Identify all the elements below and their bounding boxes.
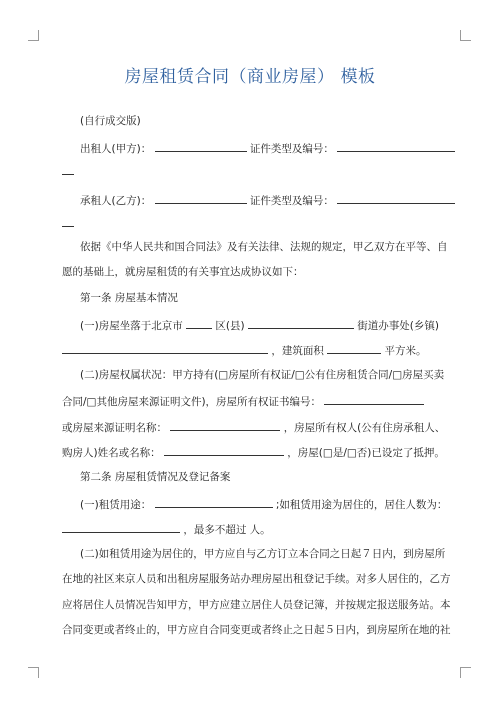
location-prefix: (一)房屋坐落于北京市 <box>80 320 183 332</box>
lessor-label: 出租人(甲方)： <box>80 143 152 155</box>
crop-mark-top-left <box>28 30 39 41</box>
usage-blank[interactable] <box>155 497 273 508</box>
lessee-id-blank-continued[interactable] <box>62 216 74 231</box>
ownership-cert-label: 合同/□其他房屋来源证明文件)，房屋所有权证书编号： <box>62 396 322 408</box>
registration-line-2: 在地的社区来京人员和出租房屋服务站办理房屋出租登记手续。对多人居住的，乙方 <box>62 573 451 585</box>
lessee-id-label: 证件类型及编号： <box>249 195 334 207</box>
lessor-id-blank-continued[interactable] <box>62 164 74 179</box>
crop-mark-top-right <box>460 30 471 41</box>
registration-line-1: (二)如租赁用途为居住的，甲方应自与乙方订立本合同之日起７日内，到房屋所 <box>80 548 446 560</box>
article-1-area-line <box>62 343 427 358</box>
registration-line-3: 应将居住人员情况告知甲方，甲方应建立居住人员登记簿，并按规定报送服务站。本 <box>62 599 451 611</box>
document-title: 房屋租赁合同（商业房屋） 模板 <box>124 67 376 87</box>
lessee-name-blank[interactable] <box>155 193 247 204</box>
district-blank[interactable] <box>186 318 212 329</box>
ownership-cert-blank[interactable] <box>324 394 424 405</box>
article-1-location-line <box>80 318 439 333</box>
owner-name-blank[interactable] <box>164 445 284 456</box>
area-unit: 平方米。 <box>384 345 427 357</box>
lessee-line <box>80 193 455 208</box>
owner-label: ，房屋所有权人(公有住房承租人、 <box>283 422 446 434</box>
article-2-title: 第二条 房屋租赁情况及登记备案 <box>80 471 231 483</box>
article-1-title: 第一条 房屋基本情况 <box>80 292 178 304</box>
ownership-line-2 <box>62 394 424 409</box>
owner-name-label: 购房人)姓名或名称： <box>62 447 161 459</box>
lessee-label: 承租人(乙方)： <box>80 195 152 207</box>
occupants-max-label: ，最多不超过 人。 <box>183 524 271 536</box>
mortgage-label: ，房屋(□是/□否)已设定了抵押。 <box>287 447 445 459</box>
area-blank[interactable] <box>327 343 381 354</box>
lessor-name-blank[interactable] <box>155 141 247 152</box>
source-doc-label: 或房屋来源证明名称： <box>62 422 167 434</box>
lessee-id-blank-tail[interactable] <box>62 216 74 227</box>
basis-line-2: 愿的基础上，就房屋租赁的有关事宜达成协议如下： <box>62 266 304 278</box>
lessee-id-blank[interactable] <box>337 193 455 204</box>
occupants-label: ;如租赁用途为居住的，居住人数为： <box>275 499 448 511</box>
ownership-line-4 <box>62 445 445 460</box>
address-detail-blank[interactable] <box>62 343 268 354</box>
usage-label: (一)租赁用途： <box>80 499 152 511</box>
street-label: 街道办事处(乡镇) <box>357 320 439 332</box>
ownership-line-1: (二)房屋权属状况：甲方持有(□房屋所有权证/□公有住房租赁合同/□房屋买卖 <box>80 369 445 381</box>
area-label: ，建筑面积 <box>271 345 324 357</box>
basis-line-1: 依据《中华人民共和国合同法》及有关法律、法规的规定，甲乙双方在平等、自 <box>80 241 448 253</box>
lessor-line <box>80 141 455 156</box>
occupants-blank[interactable] <box>62 522 180 533</box>
version-note: (自行成交版) <box>80 115 141 127</box>
occupants-line <box>62 522 271 537</box>
district-label: 区(县) <box>215 320 245 332</box>
lessor-id-blank-tail[interactable] <box>62 164 74 175</box>
lessor-id-blank[interactable] <box>337 141 455 152</box>
crop-mark-bottom-right <box>460 667 471 678</box>
usage-line <box>80 497 447 512</box>
source-doc-blank[interactable] <box>170 420 280 431</box>
crop-mark-bottom-left <box>28 667 39 678</box>
street-blank[interactable] <box>248 318 354 329</box>
ownership-line-3 <box>62 420 445 435</box>
registration-line-4: 合同变更或者终止的，甲方应自合同变更或者终止之日起５日内，到房屋所在地的社 <box>62 624 451 636</box>
lessor-id-label: 证件类型及编号： <box>249 143 334 155</box>
